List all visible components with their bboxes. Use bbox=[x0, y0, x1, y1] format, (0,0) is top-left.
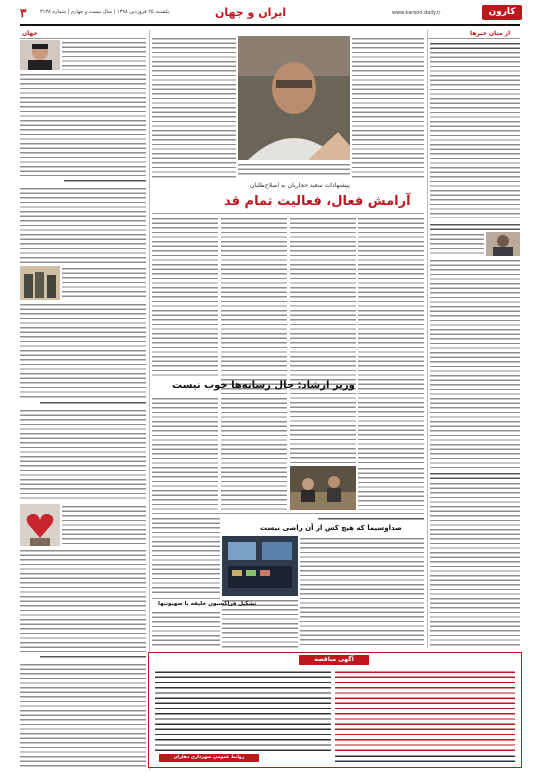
main-headline: آرامش فعال، فعالیت تمام قد bbox=[224, 194, 411, 209]
story-body bbox=[352, 36, 424, 178]
world-leader-photo bbox=[20, 40, 60, 70]
world-title bbox=[40, 400, 146, 406]
story2-body bbox=[221, 396, 287, 510]
meeting-photo bbox=[290, 466, 356, 510]
brief-title bbox=[430, 41, 520, 49]
site-url[interactable]: www.karoon.daily.ir bbox=[392, 10, 441, 16]
rule bbox=[20, 38, 146, 39]
right-column-head: از میان خبرها bbox=[470, 30, 511, 37]
story-body bbox=[152, 216, 218, 378]
world-title bbox=[64, 178, 146, 184]
world-body bbox=[20, 72, 146, 176]
ad-title: آگهی مناقصه bbox=[299, 655, 369, 665]
column-rule bbox=[427, 30, 428, 648]
tender-advertisement bbox=[148, 652, 522, 768]
story2-headline: وزیر ارشاد: حال رسانه‌ها خوب نیست bbox=[172, 380, 355, 391]
world-body bbox=[62, 266, 146, 300]
left-column-head: جهان bbox=[22, 30, 38, 37]
brief-title bbox=[430, 471, 520, 479]
rule bbox=[152, 513, 424, 514]
story2-body bbox=[152, 396, 218, 510]
brief-body bbox=[430, 481, 520, 647]
date-line: یکشنبه ۲۵ فروردین ۱۳۹۸ | سال بیست و چهارم | شماره ۳۱۳۸ bbox=[40, 9, 170, 15]
story3-kicker bbox=[318, 516, 424, 522]
story3-headline: صداوسیما که هیچ کس از آن راضی نیست bbox=[260, 524, 402, 532]
brief-body bbox=[430, 258, 520, 468]
brief-body bbox=[430, 232, 484, 256]
header-rule bbox=[20, 24, 520, 26]
ad-text-black bbox=[155, 669, 331, 751]
world-body bbox=[62, 504, 146, 546]
soldiers-photo bbox=[20, 266, 60, 300]
protest-photo bbox=[20, 504, 60, 546]
world-body bbox=[62, 40, 146, 70]
world-title bbox=[40, 654, 146, 660]
rule bbox=[152, 598, 220, 599]
story4-headline: تشکیل فراکسیون خلیفه یا صهیونیها bbox=[158, 601, 257, 607]
story3-body bbox=[300, 536, 424, 648]
main-kicker: پیشنهادات سعید حجاریان به اصلاح‌طلبان bbox=[250, 182, 350, 189]
story-body bbox=[238, 162, 350, 178]
portrait-photo bbox=[486, 232, 520, 256]
story4-body bbox=[152, 610, 220, 648]
ad-text-red bbox=[335, 669, 515, 751]
section-title: ایران و جهان bbox=[215, 6, 287, 19]
world-body bbox=[20, 548, 146, 652]
rule bbox=[152, 213, 424, 214]
brief-body bbox=[430, 50, 520, 218]
world-body bbox=[20, 302, 146, 398]
story-body bbox=[358, 466, 424, 510]
story-body bbox=[358, 216, 424, 464]
page-number: ۳ bbox=[20, 6, 27, 20]
newspaper-logo: کارون bbox=[482, 5, 522, 20]
brief-title bbox=[430, 222, 520, 230]
world-body bbox=[20, 186, 146, 264]
ad-text-black bbox=[335, 753, 515, 763]
story-body bbox=[152, 516, 220, 596]
tv-studio-photo bbox=[222, 536, 298, 596]
interview-photo bbox=[238, 36, 350, 160]
story-body bbox=[152, 36, 236, 178]
story-body bbox=[290, 216, 356, 464]
rule bbox=[428, 38, 520, 39]
world-body bbox=[20, 408, 146, 502]
ad-footer: روابط عمومی شهرداری دهلران bbox=[159, 754, 259, 762]
world-body bbox=[20, 662, 146, 768]
